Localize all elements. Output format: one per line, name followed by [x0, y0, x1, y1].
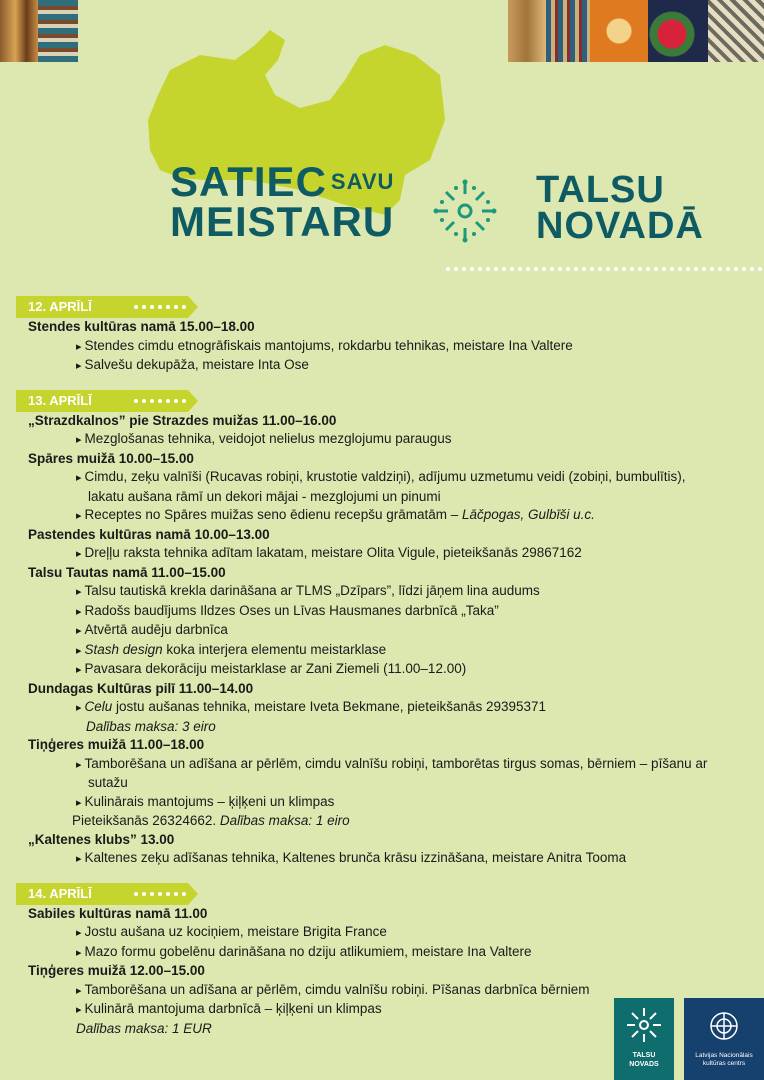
- fee-note: Dalības maksa: 3 eiro: [86, 718, 216, 734]
- venue-title: Sabiles kultūras namā 11.00: [28, 905, 208, 921]
- list-item: ▸ Receptes no Spāres muižas seno ēdienu recepšu grāmatām – Lāčpogas, Gulbīši u.c.: [76, 506, 764, 526]
- talsu-novads-logo: [614, 998, 674, 1080]
- dotted-divider: [445, 266, 764, 272]
- title-line1: SATIEC $^{SAVU}$: [170, 158, 395, 205]
- venue-title: Talsu Tautas namā 11.00–15.00: [28, 564, 226, 580]
- day-banner-13-april: [0, 390, 200, 412]
- logo2-line2: kultūras centrs: [702, 1060, 746, 1067]
- venue-title: Spāres muižā 10.00–15.00: [28, 450, 194, 466]
- list-item: ▸ Stash design koka interjera elementu meistarklase: [76, 641, 764, 661]
- list-item: ▸ Jostu aušana uz kociņiem, meistare Brigita France: [76, 923, 764, 943]
- region-line1: TALSU: [536, 169, 665, 211]
- list-item: ▸ Kulinārais mantojums – ķiļķeni un klimpas: [76, 793, 764, 813]
- list-item: ▸ Talsu tautiskā krekla darināšana ar TLMS „Dzīpars”, līdzi jāņem lina audums: [76, 582, 764, 602]
- venue-title: Tiņģeres muižā 12.00–15.00: [28, 963, 205, 978]
- list-item: ▸ Mezglošanas tehnika, veidojot nelielus mezglojumu paraugus: [76, 430, 764, 450]
- logo1-line1: TALSU: [632, 1052, 656, 1059]
- venue-title: Dundagas Kultūras pilī 11.00–14.00: [28, 680, 254, 696]
- day-label: 13. APRĪLĪ: [28, 392, 92, 408]
- venue-title: Pastendes kultūras namā 10.00–13.00: [28, 526, 270, 542]
- list-item: ▸ Salvešu dekupāža, meistare Inta Ose: [76, 356, 764, 376]
- list-item: ▸ Tamborēšana un adīšana ar pērlēm, cimdu valnīšu robiņi. Pīšanas darbnīca bērniem: [76, 981, 764, 1001]
- venue-title: „Kaltenes klubs” 13.00: [28, 831, 175, 847]
- list-item: ▸ Stendes cimdu etnogrāfiskais mantojums, rokdarbu tehnikas, meistare Ina Valtere: [76, 337, 764, 357]
- schedule: [0, 290, 764, 1038]
- ornament-icon: [432, 178, 498, 244]
- logo2-line1: Latvijas Nacionālais: [695, 1052, 753, 1059]
- list-item: ▸ Tamborēšana un adīšana ar pērlēm, cimdu valnīšu robiņi, tamborētas tirgus somas, bērniem – pīšanu ar sutažu: [76, 755, 714, 793]
- list-item: ▸ Celu jostu aušanas tehnika, meistare Iveta Bekmane, pieteikšanās 29395371: [76, 698, 764, 718]
- venue-title: „Strazdkalnos” pie Strazdes muižas 11.00–16.00: [28, 412, 337, 428]
- list-item: ▸ Kulinārā mantojuma darbnīcā – ķiļķeni un klimpas: [76, 1000, 764, 1020]
- day-label: 14. APRĪLĪ: [28, 885, 92, 901]
- title-line2: MEISTARU: [170, 198, 395, 245]
- list-item: ▸ Kaltenes zeķu adīšanas tehnika, Kaltenes brunča krāsu izzināšana, meistare Anitra Tooma: [76, 849, 764, 869]
- venue-title: Tiņģeres muižā 11.00–18.00: [28, 737, 205, 752]
- logo1-line2: NOVADS: [629, 1061, 659, 1068]
- list-item: ▸ Cimdu, zeķu valnīši (Rucavas robiņi, krustotie valdziņi), adījumu uzmetumu veidi (zobiņi, bumbulītis), lakatu aušana rāmī un dekori mājai - mezglojumi un pinumi: [76, 468, 714, 506]
- day-banner-12-april: [0, 296, 200, 318]
- list-item: ▸ Atvērtā audēju darbnīca: [76, 621, 764, 641]
- fee-note: Dalības maksa: 1 EUR: [76, 1020, 212, 1036]
- ornament-logo-icon: [614, 998, 674, 1048]
- list-item: ▸ Dreļļu raksta tehnika adītam lakatam, meistare Olita Vigule, pieteikšanās 29867162: [76, 544, 764, 564]
- day-banner-14-april: [0, 883, 200, 905]
- list-item: ▸ Pavasara dekorāciju meistarklase ar Zani Ziemeli (11.00–12.00): [76, 660, 764, 680]
- lnkc-logo: [684, 998, 764, 1080]
- day-label: 12. APRĪLĪ: [28, 299, 92, 314]
- title-savu: SAVU: [330, 169, 395, 194]
- venue-title: Stendes kultūras namā 15.00–18.00: [28, 319, 255, 334]
- signup-note: Pieteikšanās 26324662. Dalības maksa: 1 eiro: [72, 813, 350, 828]
- list-item: ▸ Mazo formu gobelēnu darināšana no dziju atlikumiem, meistare Ina Valtere: [76, 943, 764, 963]
- coat-of-arms-icon: [684, 998, 764, 1048]
- region-line2: NOVADĀ: [536, 205, 704, 247]
- list-item: ▸ Radošs baudījums Ildzes Oses un Līvas Hausmanes darbnīcā „Taka”: [76, 602, 764, 622]
